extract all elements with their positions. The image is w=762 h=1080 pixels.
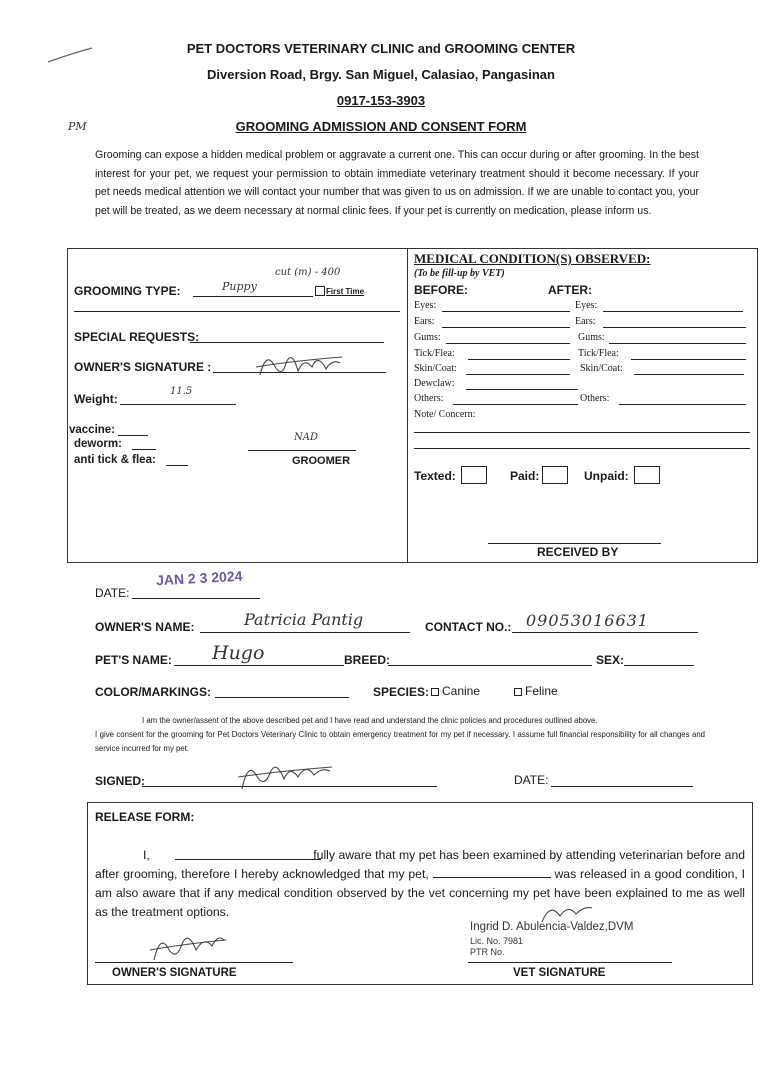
consent-line-2: I give consent for the grooming for Pet Doctors Veterinary Clinic to obtain emergency treatment for my pet if necessary. I assume full financial responsibility for all changes and service incurred for my pet.: [95, 730, 705, 753]
unpaid-checkbox[interactable]: [634, 466, 660, 484]
pet-name-label: PET'S NAME:: [95, 653, 172, 667]
owner-signature-label: OWNER'S SIGNATURE :: [74, 360, 212, 374]
vaccine-line[interactable]: [118, 435, 148, 436]
before-ears-label: Ears:: [414, 316, 435, 327]
release-p3: was released in a good condition, I am also aware that if any medical condition observed by the vet concerning my pet have been explained to me as well as the treatment options.: [95, 867, 746, 919]
vaccine-label: vaccine:: [69, 424, 116, 436]
vet-name: Ingrid D. Abulencia-Valdez,DVM: [470, 921, 634, 933]
weight-value[interactable]: 11.5: [170, 386, 193, 397]
canine-checkbox[interactable]: [431, 688, 439, 696]
after-eyes-line[interactable]: [603, 311, 743, 312]
consent-line-1: I am the owner/assent of the above described pet and I have read and understand the clinic policies and procedures outlined above.: [142, 716, 598, 725]
contact-label: CONTACT NO.:: [425, 620, 512, 634]
vet-signature-line[interactable]: [468, 962, 672, 963]
color-markings-line[interactable]: [215, 697, 349, 698]
feline-checkbox[interactable]: [514, 688, 522, 696]
grooming-extra-line: [74, 311, 400, 312]
medical-title: MEDICAL CONDITION(S) OBSERVED:: [414, 251, 651, 266]
weight-line: [120, 404, 236, 405]
anti-tick-label: anti tick & flea:: [74, 454, 156, 466]
color-markings-label: COLOR/MARKINGS:: [95, 685, 211, 699]
signed-signature-scribble: [236, 757, 336, 795]
before-others-label: Others:: [414, 393, 444, 404]
owner-signature-scribble: [252, 345, 347, 387]
note-concern-label: Note/ Concern:: [414, 409, 476, 420]
after-eyes-label: Eyes:: [575, 300, 598, 311]
after-others-label: Others:: [580, 393, 610, 404]
received-by-line[interactable]: [488, 543, 661, 544]
weight-label: Weight:: [74, 392, 118, 406]
after-tickflea-line[interactable]: [631, 359, 746, 360]
grooming-note: cut (m) - 400: [275, 267, 341, 278]
date-stamp[interactable]: JAN 2 3 2024: [155, 567, 243, 589]
before-ears-line[interactable]: [442, 327, 570, 328]
before-dewclaw-line[interactable]: [466, 389, 578, 390]
owner-name-label: OWNER'S NAME:: [95, 620, 195, 634]
release-p2: fully aware that my pet has been examined by attending veterinarian before and after grooming, therefore I hereby acknowledged that my pet,: [95, 848, 745, 881]
contact-value[interactable]: 09053016631: [526, 611, 649, 630]
received-by-label: RECEIVED BY: [537, 545, 619, 559]
margin-note: PM: [68, 120, 87, 133]
vet-signature-label: VET SIGNATURE: [513, 967, 606, 979]
medical-subtitle: (To be fill-up by VET): [414, 268, 505, 279]
after-skincoat-line[interactable]: [634, 374, 744, 375]
groomer-name[interactable]: NAD: [294, 432, 318, 443]
before-tickflea-line[interactable]: [468, 359, 570, 360]
date-label: DATE:: [95, 586, 130, 600]
date-line: [132, 598, 260, 599]
release-name-line[interactable]: [175, 859, 321, 860]
sex-line[interactable]: [624, 665, 694, 666]
release-p1: I,: [143, 848, 150, 862]
owner-name-line: [200, 632, 410, 633]
after-ears-label: Ears:: [575, 316, 596, 327]
consent-date-line[interactable]: [551, 786, 693, 787]
pet-name-value[interactable]: Hugo: [212, 642, 265, 664]
deworm-label: deworm:: [74, 438, 122, 450]
contact-line: [512, 632, 698, 633]
canine-label: Canine: [442, 684, 481, 698]
species-label: SPECIES:: [373, 685, 430, 699]
groomer-line: [248, 450, 356, 451]
owner-release-signature-line[interactable]: [95, 962, 293, 963]
special-requests-label: SPECIAL REQUESTS:: [74, 330, 200, 344]
anti-tick-line[interactable]: [166, 465, 188, 466]
before-gums-label: Gums:: [414, 332, 441, 343]
paid-label: Paid:: [510, 469, 540, 483]
pet-name-line: [174, 665, 344, 666]
clinic-address: Diversion Road, Brgy. San Miguel, Calasiao, Pangasinan: [207, 67, 555, 82]
release-pet-line[interactable]: [433, 865, 551, 878]
before-skincoat-label: Skin/Coat:: [414, 363, 457, 374]
paid-checkbox[interactable]: [542, 466, 568, 484]
after-others-line[interactable]: [619, 404, 746, 405]
texted-label: Texted:: [414, 469, 456, 483]
sex-label: SEX:: [596, 653, 625, 667]
before-others-line[interactable]: [453, 404, 578, 405]
before-tickflea-label: Tick/Flea:: [414, 348, 455, 359]
signed-label: SIGNED:: [95, 774, 146, 788]
after-skincoat-label: Skin/Coat:: [580, 363, 623, 374]
first-time-checkbox[interactable]: [315, 286, 325, 296]
before-eyes-label: Eyes:: [414, 300, 437, 311]
grooming-type-value[interactable]: Puppy: [222, 280, 257, 293]
feline-label: Feline: [525, 684, 558, 698]
deworm-line[interactable]: [132, 449, 156, 450]
owner-name-value[interactable]: Patricia Pantig: [244, 610, 364, 629]
before-dewclaw-label: Dewclaw:: [414, 378, 455, 389]
vet-lic-no: Lic. No. 7981: [470, 936, 524, 946]
after-label: AFTER:: [548, 283, 592, 297]
first-time-label: First Time: [326, 287, 365, 296]
after-gums-line[interactable]: [609, 343, 746, 344]
form-title: GROOMING ADMISSION AND CONSENT FORM: [235, 119, 527, 134]
vet-ptr-no: PTR No.: [470, 947, 505, 957]
groomer-label: GROOMER: [292, 455, 351, 467]
owner-release-signature-label: OWNER'S SIGNATURE: [112, 967, 237, 979]
special-requests-line[interactable]: [190, 342, 384, 343]
note-line-2[interactable]: [414, 448, 750, 449]
clinic-name: PET DOCTORS VETERINARY CLINIC and GROOMING CENTER: [186, 41, 576, 56]
unpaid-label: Unpaid:: [584, 469, 629, 483]
breed-line[interactable]: [388, 665, 592, 666]
grooming-type-line: [193, 296, 313, 297]
before-skincoat-line[interactable]: [466, 374, 570, 375]
before-eyes-line[interactable]: [442, 311, 570, 312]
after-ears-line[interactable]: [603, 327, 746, 328]
release-paragraph: [95, 846, 745, 922]
consent-date-label: DATE:: [514, 773, 549, 787]
clinic-phone: 0917-153-3903: [336, 93, 426, 108]
table-divider: [407, 248, 408, 562]
grooming-type-label: GROOMING TYPE:: [74, 284, 181, 298]
after-gums-label: Gums:: [578, 332, 605, 343]
release-title: RELEASE FORM:: [95, 810, 195, 824]
breed-label: BREED:: [344, 653, 391, 667]
before-label: BEFORE:: [414, 283, 468, 297]
texted-checkbox[interactable]: [461, 466, 487, 484]
before-gums-line[interactable]: [446, 343, 570, 344]
note-line-1[interactable]: [414, 432, 750, 433]
intro-paragraph: Grooming can expose a hidden medical problem or aggravate a current one. This can occur during or after grooming. In the best interest for your pet, we request your permission to obtain immediate veterinary treatment should it become necessary. If your pet needs medical attention we will contact your number that was given to us on admission. If we are unable to contact you, your pet will be treated, as we deem necessary at normal clinic fees. If your pet is currently on medication, please inform us.: [95, 149, 699, 217]
after-tickflea-label: Tick/Flea:: [578, 348, 619, 359]
